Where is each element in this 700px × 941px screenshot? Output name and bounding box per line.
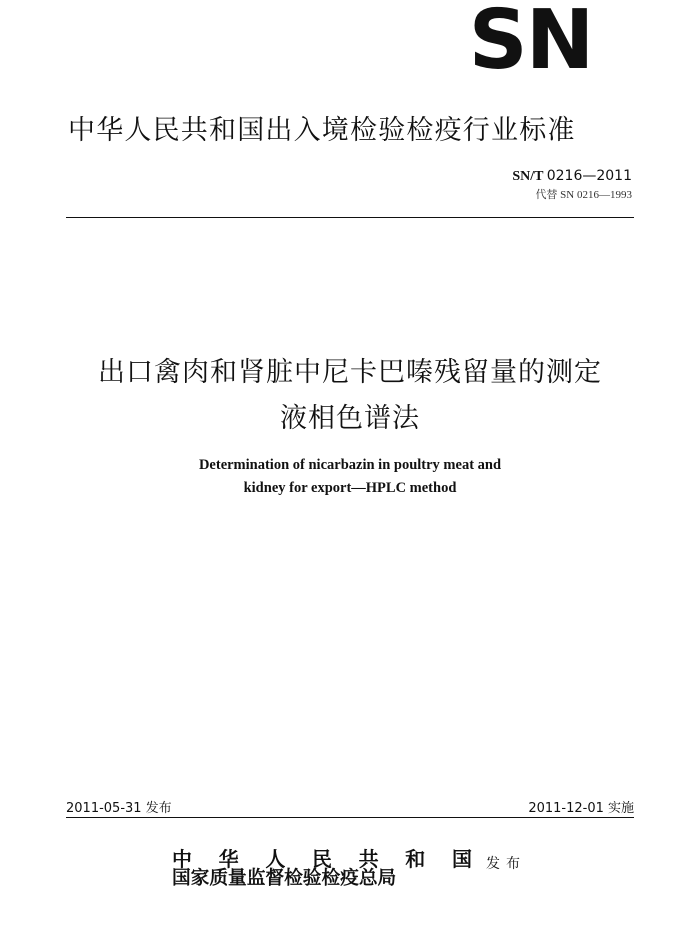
- issuer-line2: 国家质量监督检验检疫总局: [172, 867, 397, 889]
- replaces-standard: 代替 SN 0216—1993: [535, 189, 632, 201]
- issue-label: 发布: [486, 856, 526, 872]
- issue-date: 2011-05-31 发布: [66, 801, 172, 816]
- header-title: 中华人民共和国出入境检验检疫行业标准: [68, 115, 576, 146]
- standard-code: [512, 168, 632, 185]
- issuer-char: 和: [405, 847, 426, 871]
- issuer-char: 人: [265, 847, 286, 871]
- standard-number: 0216—2011: [546, 168, 632, 184]
- standard-prefix: SN/T: [512, 169, 547, 184]
- issuer-char: 中: [172, 847, 192, 871]
- issuer-char: 共: [358, 847, 379, 871]
- sn-logo: SN: [468, 6, 593, 76]
- bottom-divider: [66, 817, 634, 818]
- title-en-line2: kidney for export—HPLC method: [243, 480, 457, 496]
- issuer-char: 民: [311, 847, 332, 871]
- implementation-date: 2011-12-01 实施: [528, 801, 634, 816]
- issuer-char: 国: [451, 847, 472, 871]
- title-cn-line2: 液相色谱法: [280, 403, 420, 434]
- top-divider: [66, 217, 634, 218]
- issuer-char: 华: [218, 847, 239, 871]
- title-cn-line1: 出口禽肉和肾脏中尼卡巴嗪残留量的测定: [98, 357, 602, 388]
- title-en-line1: Determination of nicarbazin in poultry meat and: [198, 457, 502, 473]
